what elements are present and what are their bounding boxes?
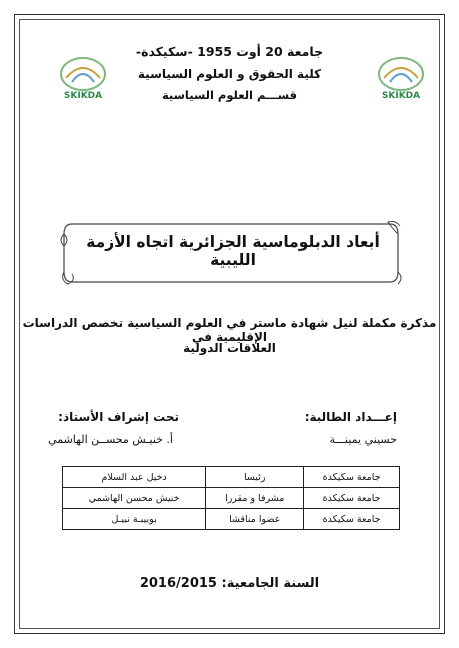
committee-member-name: بوبيبـة نبيـل: [63, 509, 206, 530]
university-name: جامعة 20 أوت 1955 -سكيكدة-: [135, 44, 324, 59]
committee-member-university: جامعة سكيكدة: [304, 467, 400, 488]
academic-year: السنة الجامعية: 2016/2015: [139, 576, 320, 591]
committee-member-role: مشرفا و مقررا: [206, 488, 304, 509]
student-label: إعـــداد الطالبة:: [304, 410, 397, 424]
supervisor-label: تحت إشراف الأستاذ:: [58, 410, 179, 424]
table-row: [63, 509, 400, 530]
committee-member-name: خنيش محسن الهاشمي: [63, 488, 206, 509]
committee-member-university: جامعة سكيكدة: [304, 488, 400, 509]
table-row: [63, 488, 400, 509]
committee-table: [62, 466, 400, 530]
supervisor-name: أ. خنيـش محســن الهاشمي: [48, 433, 173, 446]
table-row: [63, 467, 400, 488]
thesis-title: أبعاد الدبلوماسية الجزائرية اتجاه الأزمة الليبية: [86, 233, 380, 269]
committee-member-role: عضوا مناقشا: [206, 509, 304, 530]
faculty-name: كلية الحقوق و العلوم السياسية: [137, 67, 322, 81]
thesis-description-line2: العلاقات الدولية: [183, 341, 276, 355]
department-name: قســـم العلوم السياسية: [161, 88, 298, 102]
committee-member-name: دخيل عبد السلام: [63, 467, 206, 488]
student-name: حسيني يمينـــة: [329, 433, 397, 446]
logo-text-right: SKIKDA: [381, 91, 421, 101]
committee-member-role: رئيسا: [206, 467, 304, 488]
committee-member-university: جامعة سكيكدة: [304, 509, 400, 530]
thesis-description-line1: مذكرة مكملة لنيل شهادة ماستر في العلوم السياسية تخصص الدراسات الإقليمية في: [22, 316, 437, 344]
logo-text-left: SKIKDA: [63, 91, 103, 101]
